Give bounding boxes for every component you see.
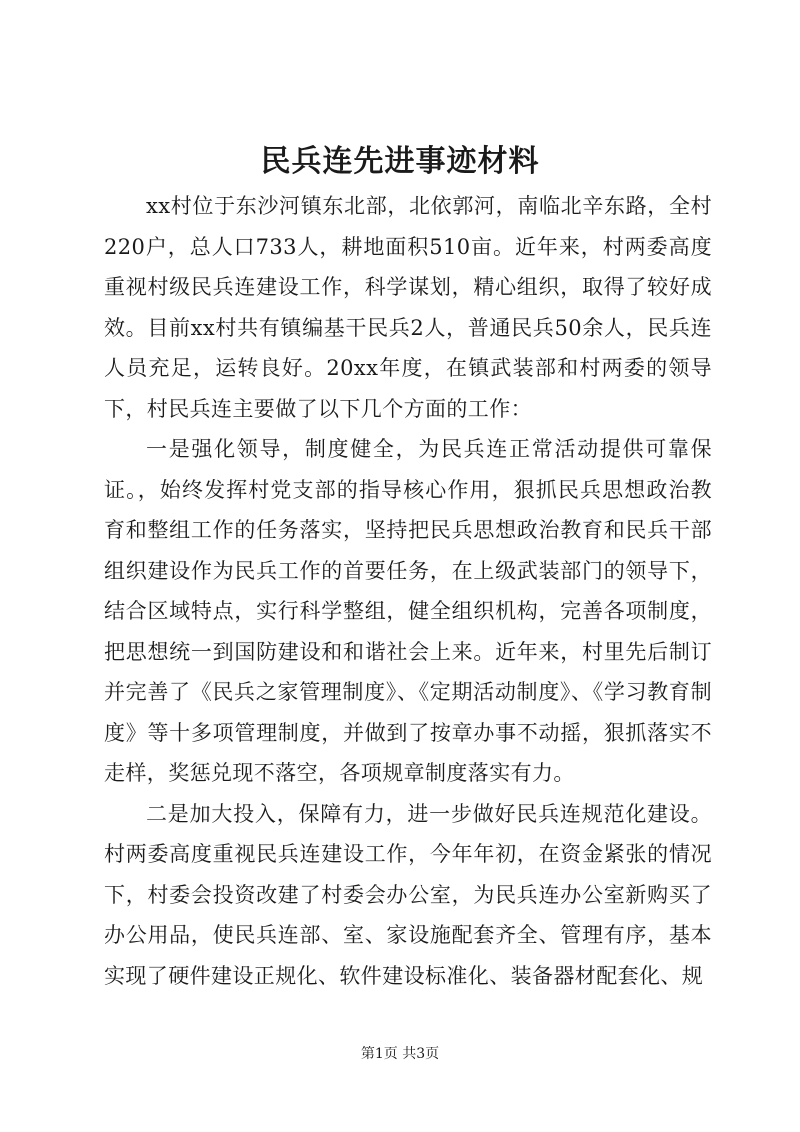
document-body <box>104 186 712 996</box>
page-title: 民兵连先进事迹材料 <box>260 144 540 179</box>
paragraph-leadership: 一是强化领导，制度健全，为民兵连正常活动提供可靠保证。，始终发挥村党支部的指导核心作用，狠抓民兵思想政治教育和整组工作的任务落实，坚持把民兵思想政治教育和民兵干部组织建设作为民兵工作的首要任务，在上级武装部门的领导下，结合区域特点，实行科学整组，健全组织机构，完善各项制度，把思想统一到国防建设和和谐社会上来。近年来，村里先后制订并完善了《民兵之家管理制度》、《定期活动制度》、《学习教育制度》等十多项管理制度，并做到了按章办事不动摇，狠抓落实不走样，奖惩兑现不落空，各项规章制度落实有力。 <box>104 437 712 785</box>
paragraph-intro: xx村位于东沙河镇东北部，北依郭河，南临北辛东路，全村220户，总人口733人，耕地面积510亩。近年来，村两委高度重视村级民兵连建设工作，科学谋划，精心组织，取得了较好成效。目前xx村共有镇编基干民兵2人，普通民兵50余人，民兵连人员充足，运转良好。20xx年度，在镇武装部和村两委的领导下，村民兵连主要做了以下几个方面的工作： <box>104 194 712 421</box>
paragraph-investment: 二是加大投入，保障有力，进一步做好民兵连规范化建设。村两委高度重视民兵连建设工作，今年年初，在资金紧张的情况下，村委会投资改建了村委会办公室，为民兵连办公室新购买了办公用品，使民兵连部、室、家设施配套齐全、管理有序，基本实现了硬件建设正规化、软件建设标准化、装备器材配套化、规 <box>104 801 712 988</box>
page-footer: 第1页 共3页 <box>360 1046 440 1062</box>
